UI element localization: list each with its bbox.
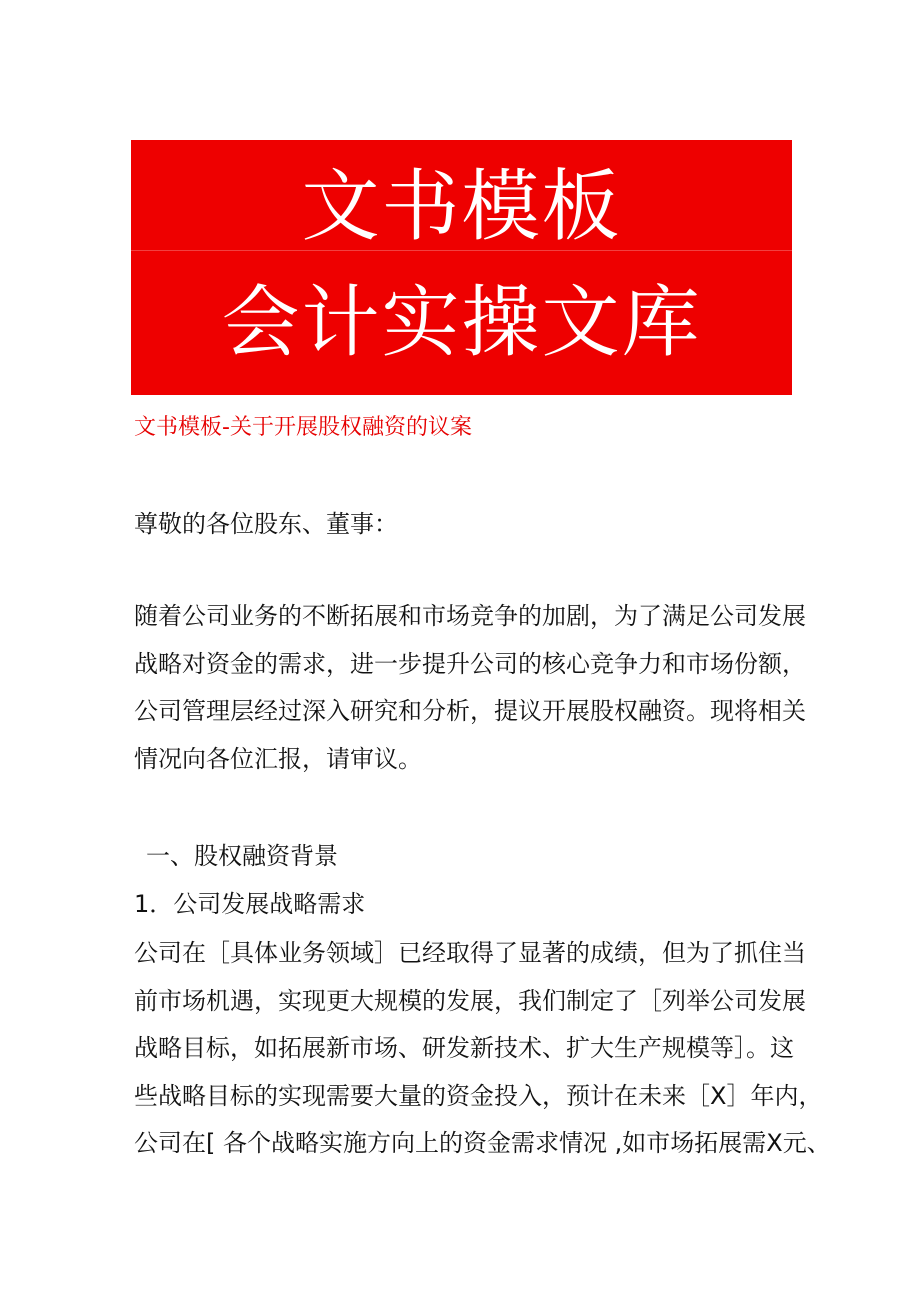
paragraph-line: 战略目标，如拓展新市场、研发新技术、扩大生产规模等］。这: [134, 1034, 794, 1062]
intro-paragraph: [134, 593, 806, 783]
paragraph-line: 战略对资金的需求，进一步提升公司的核心竞争力和市场份额，: [134, 649, 806, 678]
banner-divider: [131, 250, 792, 251]
document-title: 文书模板-关于开展股权融资的议案: [134, 415, 472, 440]
paragraph-line: 随着公司业务的不断拓展和市场竞争的加剧，为了满足公司发展: [134, 602, 806, 630]
paragraph-line: 公司管理层经过深入研究和分析，提议开展股权融资。现将相关: [134, 697, 806, 725]
section-heading: 一、股权融资背景: [146, 842, 338, 870]
banner-subtitle: 会计实操文库: [221, 278, 702, 368]
paragraph-line: 公司在[ 各个战略实施方向上的资金需求情况 ,如市场拓展需X元、: [134, 1129, 831, 1157]
header-banner: [131, 140, 792, 395]
banner-title: 文书模板: [301, 162, 622, 252]
paragraph-line: 前市场机遇，实现更大规模的发展，我们制定了［列举公司发展: [134, 986, 806, 1015]
paragraph-line: 公司在［具体业务领域］已经取得了显著的成绩，但为了抓住当: [134, 939, 806, 967]
body-paragraph: [134, 930, 831, 1168]
salutation: 尊敬的各位股东、董事：: [134, 510, 398, 538]
sub-heading: 1．公司发展战略需求: [134, 890, 366, 918]
paragraph-line: 些战略目标的实现需要大量的资金投入，预计在未来［X］年内，: [134, 1081, 823, 1110]
paragraph-line: 情况向各位汇报，请审议。: [134, 744, 422, 773]
